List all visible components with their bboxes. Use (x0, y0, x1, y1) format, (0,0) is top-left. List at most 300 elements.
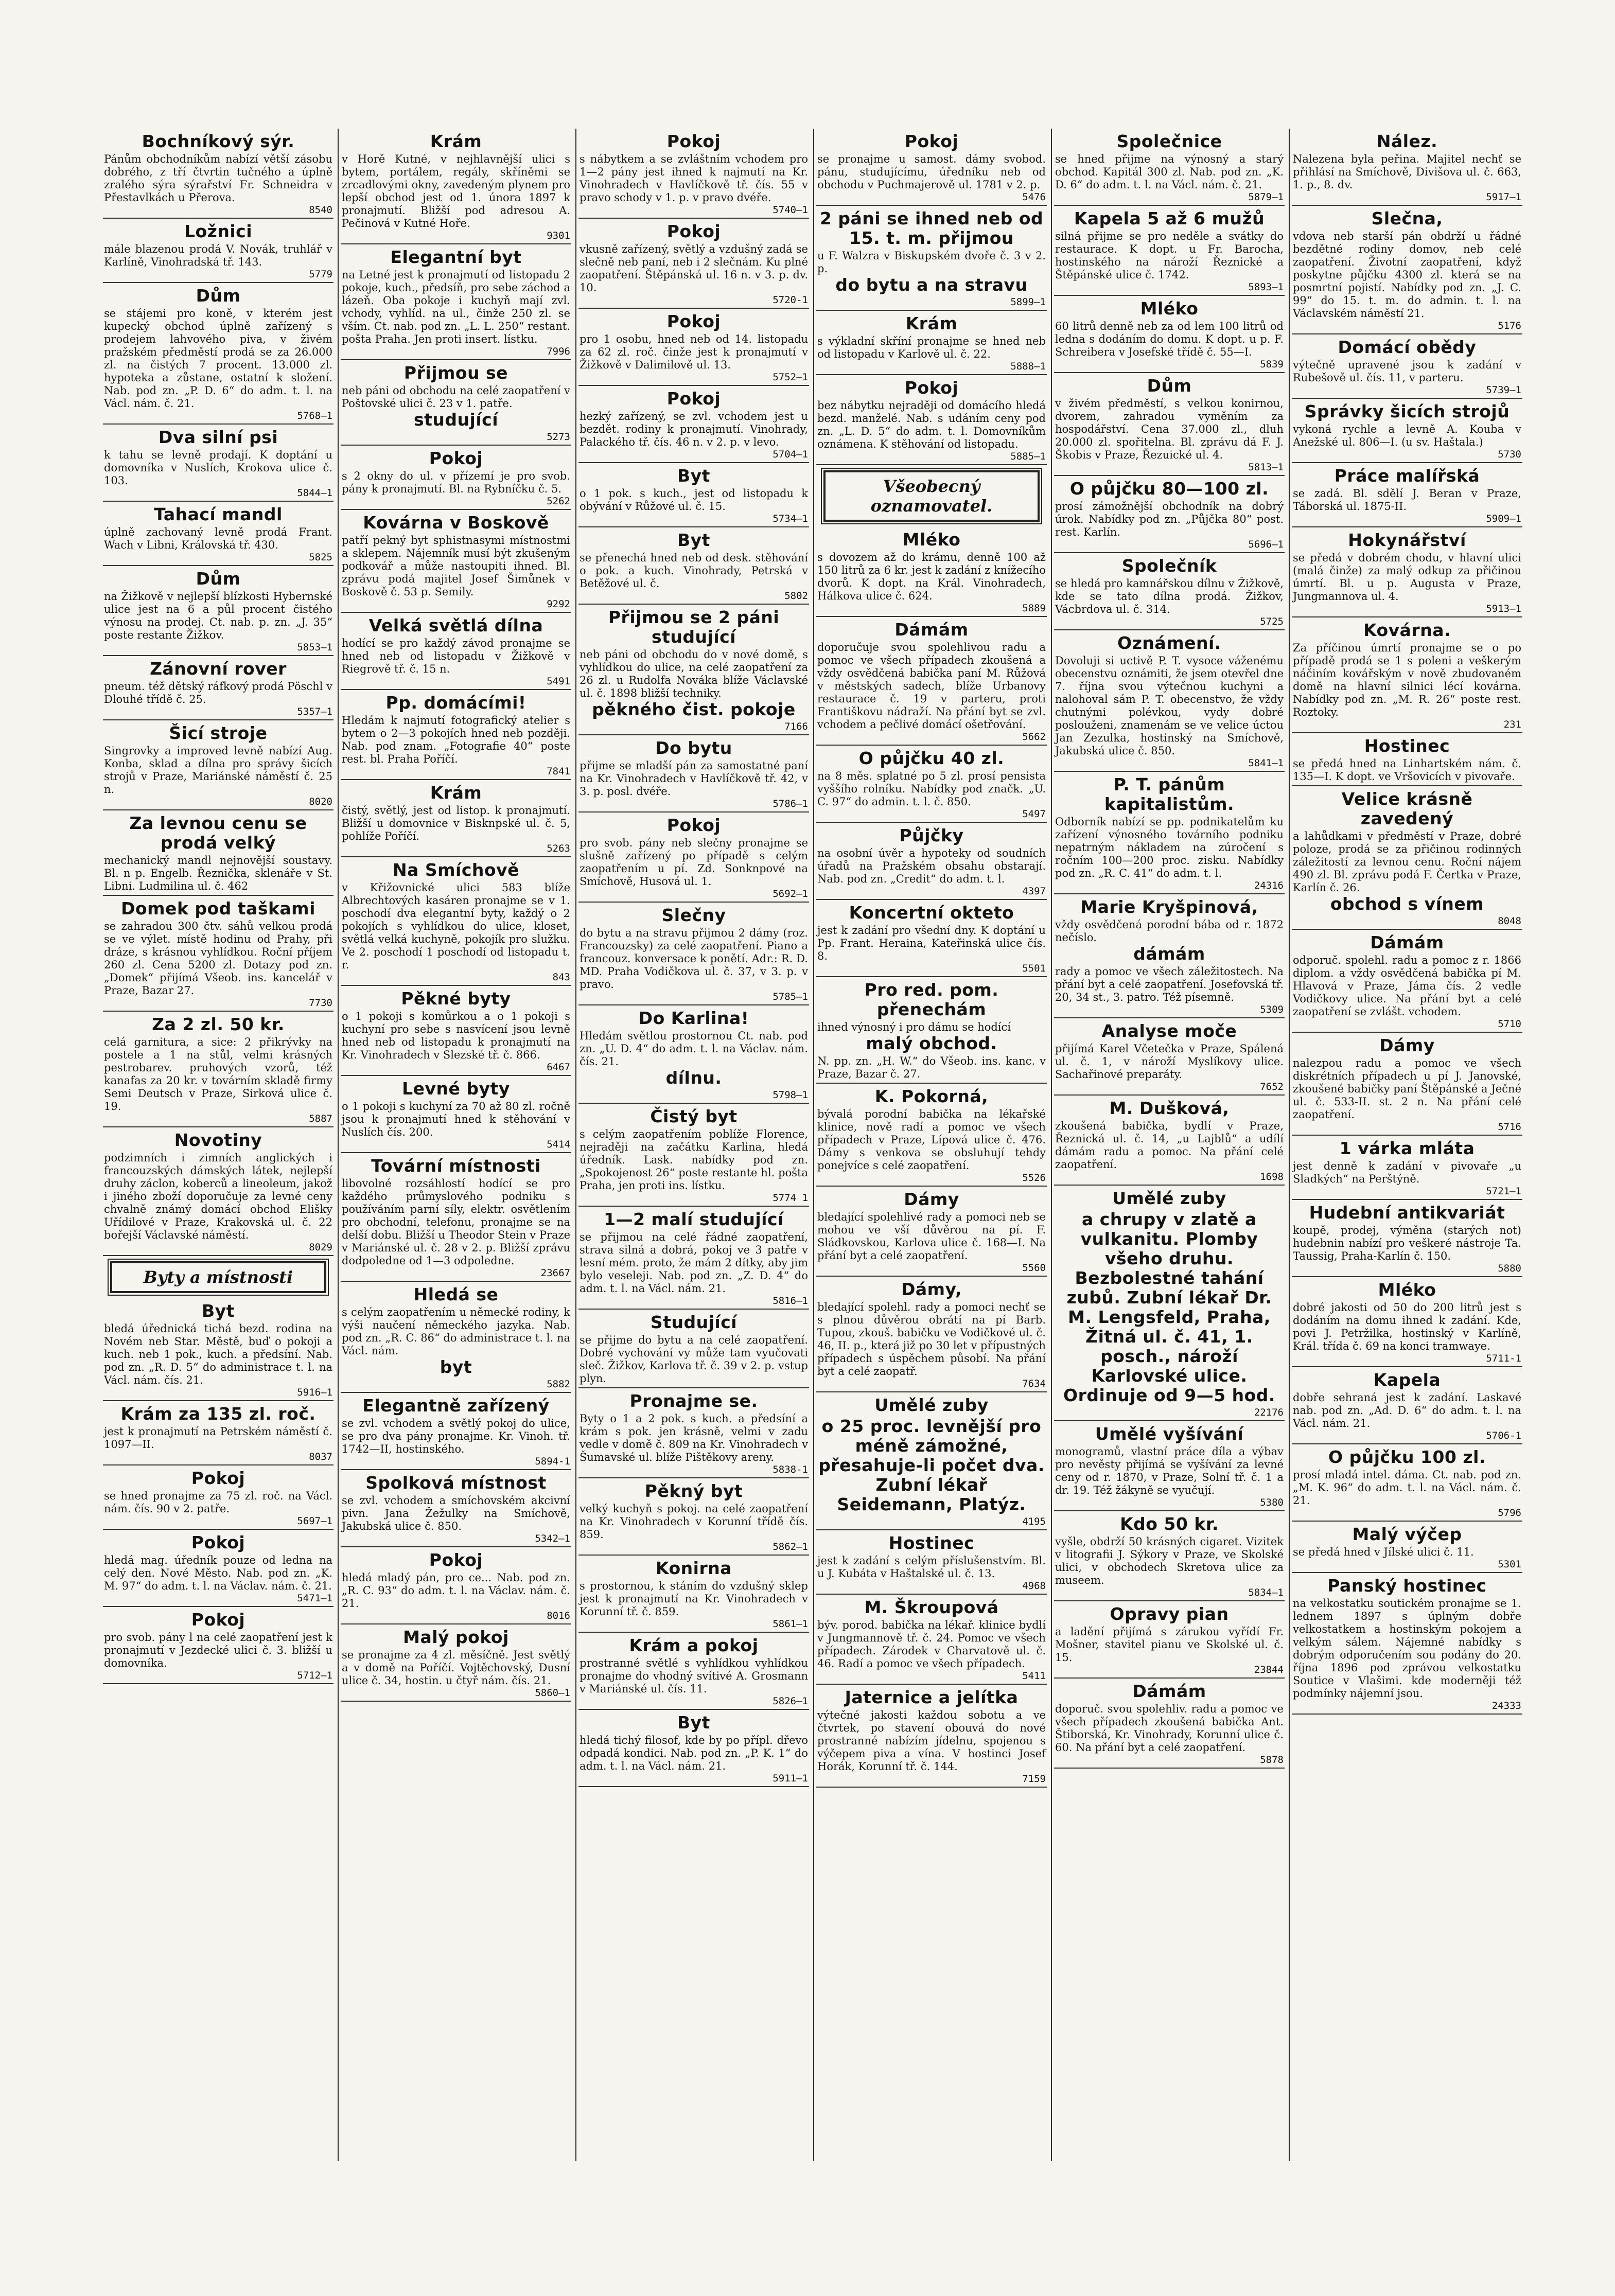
ad-number: 5909—1 (1486, 513, 1521, 524)
column-rule (338, 129, 339, 2161)
ad-body: Nalezena byla peřina. Majitel nechť se přihlásí na Smíchově, Divišova ul. č. 663, 1. p., 8. dv. (1293, 153, 1521, 191)
ad-number: 5301 (1498, 1559, 1521, 1570)
ad-number: 5887 (309, 1113, 332, 1124)
ad-heading: Zánovní rover (150, 659, 287, 679)
ad-heading: Bochníkový sýr. (142, 131, 295, 151)
ad-heading: 2 páni se ihned neb od 15. t. m. přijmou (819, 208, 1044, 248)
ad-body: s nábytkem a se zvláštním vchodem pro 1—2 pány jest ihned k najmutí na Kr. Vinohradech v Havlíčkově tř. čís. 55 v pravo schody v 1. p. v pravo dvéře. (580, 153, 808, 204)
ad-number: 7652 (1260, 1081, 1284, 1092)
ad-body: v živém předměstí, s velkou konirnou, dvorem, zahradou vyměním za hospodářství. Cena 37.000 zl., dluh 20.000 zl. spořitelna. Bl. zprávu dá F. J. Škobis v Praze, Řezuické ul. 4. (1055, 397, 1284, 461)
ad-number: 5662 (1022, 731, 1046, 743)
ad-body: vždy osvědčená porodní bába od r. 1872 nečíslo. (1055, 919, 1284, 944)
ad-heading: Tahací mandl (154, 504, 283, 524)
classified-ad (1054, 206, 1285, 296)
classified-ad (341, 1076, 571, 1153)
classified-ad (1054, 373, 1285, 476)
classified-ad (816, 375, 1047, 465)
ad-body: o 1 pokoji s komůrkou a o 1 pokoji s kuchyní pro sebe s nasvícení jsou levně hned neb od listopadu k pronajmutí na Kr. Vinohradech v Slezské tř. č. 866. (342, 1010, 570, 1061)
ad-body: na osobní úvěr a hypoteky od soudních úřadů na Pražském obsahu obstarají. Nab. pod zn. „Credit“ do adm. t. l. (817, 847, 1046, 885)
ad-number: 5273 (547, 431, 570, 443)
ad-number: 5740—1 (773, 204, 808, 216)
ad-heading: Malý výčep (1352, 1524, 1462, 1544)
ad-number: 5916—1 (297, 1387, 332, 1398)
ad-number: 5816—1 (773, 1295, 808, 1306)
ad-heading: Kapela 5 až 6 mužů (1074, 208, 1265, 228)
ad-body: čistý, světlý, jest od listop. k pronajmutí. Bližší u domovnice v Bisknpské ul. č. 5, pohlíže Poříčí. (342, 804, 570, 842)
ad-number: 5899—1 (1010, 296, 1046, 308)
ad-body: mále blazenou prodá V. Novák, truhlář v Karlíně, Vinohradská tř. 143. (104, 243, 332, 268)
ad-heading: Dámy (904, 1189, 959, 1209)
column-rule (575, 129, 576, 2161)
ad-heading: Dámám (894, 620, 969, 640)
classified-ad (1292, 1136, 1522, 1200)
classified-ad (578, 605, 809, 735)
ad-number: 5813—1 (1248, 462, 1284, 473)
ad-number: 23667 (540, 1267, 570, 1279)
ad-heading: Pokoj (904, 131, 959, 151)
ad-number: 5786—1 (773, 798, 808, 809)
classified-ad (1292, 527, 1522, 617)
ad-body: bývalá porodní babička na lékařské klinice, nově radí a pomoc ve všech případech v Praze, Lípová ulice č. 476. Dámy s venkova se obsluhují tehdy ponejvíce s celé zaopatření. (817, 1108, 1046, 1172)
classified-ad (1292, 463, 1522, 527)
classified-ad (578, 1207, 809, 1310)
ad-number: 5309 (1260, 1004, 1284, 1015)
column-6 (1292, 129, 1522, 2161)
ad-number: 5885—1 (1010, 451, 1046, 462)
classified-ad (341, 446, 571, 510)
ad-body: s prostornou, k stáním do vzdušný sklep jest k pronajmutí na Kr. Vinohradech v Korunní tř. č. 859. (580, 1580, 808, 1618)
ad-number: 7634 (1022, 1378, 1046, 1389)
ad-heading: Pokoj (429, 1550, 483, 1570)
ad-heading: Na Smíchově (393, 860, 519, 880)
ad-body: v Horě Kutné, v nejhlavnější ulici s bytem, portálem, regály, skříněmi se zrcadlovými okny, zavedeným plynem pro lepší obchod jest od 1. února 1897 k pronajmutí. Bližší pod adresou A. Pečinová v Kutné Hoře. (342, 153, 570, 229)
classified-ad (103, 1530, 333, 1607)
ad-body: dobře sehraná jest k zadání. Laskavé nab. pod zn. „Ad. D. 6“ do adm. t. l. na Václ. nám. 21. (1293, 1391, 1521, 1429)
ad-body: vdova neb starší pán obdrží u řádné bezdětné rodiny domov, neb celé zaopatření. Životní zaopatření, když poskytne půjčku 4300 zl. která se na posmrtní pojistí. Nabídky pod zn. „J. C. 99“ do 15. t. m. do admin. t. l. na Václavském náměstí 21. (1293, 230, 1521, 320)
ad-heading: Velice krásně zavedený (1341, 789, 1473, 828)
ad-subheading: malý obchod. (866, 1033, 997, 1053)
ad-body: s celým zaopatřením poblíže Florence, nejraději na začátku Karlina, hledá úředník. Lask. nabídky pod zn. „Spokojenost 26“ poste restante hl. pošta Praha, jen proti ins. lístku. (580, 1128, 808, 1192)
ad-heading: Pěkný byt (644, 1481, 743, 1501)
ad-body: výtečně upravené jsou k zadání v Rubešově ul. čís. 11, v parteru. (1293, 359, 1521, 384)
ad-body: pneum. též dětský ráfkový prodá Pöschl v Dlouhé třídě č. 25. (104, 680, 332, 705)
ad-body: jest denně k zadání v pivovaře „u Sladkých“ na Perštýně. (1293, 1160, 1521, 1185)
ad-number: 5560 (1022, 1262, 1046, 1274)
ad-heading: Pokoj (666, 388, 721, 409)
ad-number: 8020 (309, 796, 332, 807)
ad-body: doporučuje svou spolehlivou radu a pomoc ve všech případech zkoušená a vždy osvědčená babička paní M. Růžová v městských sadech, blíže Urbanovy restaurace č. 19 v parteru, proti Františkovu nádraží. Na přání byt se zvl. vchodem a pečlivé domácí ošetřování. (817, 641, 1046, 731)
ad-heading: Práce malířská (1334, 466, 1480, 486)
ad-heading: Dámám (1370, 932, 1444, 952)
ad-heading: Pronajme se. (629, 1391, 758, 1411)
ad-number: 5501 (1022, 963, 1046, 974)
classified-ad (1292, 786, 1522, 930)
classified-ad (103, 1298, 333, 1401)
ad-number: 5497 (1022, 808, 1046, 820)
ad-body: se předá hned v Jílské ulici č. 11. (1293, 1546, 1474, 1558)
classified-ad (103, 810, 333, 896)
ad-heading: Pokoj (191, 1468, 245, 1488)
ad-body: vyšle, obdrží 50 krásných cigaret. Vizitek v litografii J. Sýkory v Praze, ve Skolské ulici, v obchodech Skretova ulice za museem. (1055, 1535, 1284, 1586)
classified-ad (578, 1556, 809, 1633)
ad-body: s 2 okny do ul. v přízemí je pro svob. pány k pronajmutí. Bl. na Rybníčku č. 5. (342, 470, 570, 495)
classified-ad (816, 311, 1047, 375)
ad-number: 5414 (547, 1139, 570, 1150)
ad-heading: Pěkné byty (401, 988, 511, 1009)
ad-body: hledá mag. úředník pouze od ledna na celý den. Nové Město. Nab. pod zn. „K. M. 97“ do adm. t. l. na Václav. nám. č. 21. (104, 1554, 332, 1592)
classified-ad (103, 896, 333, 1012)
ad-body: bez nábytku nejraději od domácího hledá bezd. manželé. Nab. s udáním ceny pod zn. „L. D. 5“ do adm. t. l. Domovníkům oznámena. K stěhování od listopadu. (817, 399, 1046, 450)
classified-ad (341, 1153, 571, 1282)
ad-number: 843 (552, 972, 570, 983)
ad-heading: Kdo 50 kr. (1120, 1514, 1219, 1534)
classified-ad (1054, 1601, 1285, 1679)
ad-body: rady a pomoc ve všech záležitostech. Na přání byt a celé zaopatření. Josefovská tř. 20, 34 st., 3. patro. Též písemně. (1055, 965, 1284, 1003)
ad-heading: Dámy (1379, 1035, 1435, 1055)
ad-body: se hned pronajme za 75 zl. roč. na Václ. nám. čís. 90 v 2. patře. (104, 1490, 332, 1515)
ad-heading: Za 2 zl. 50 kr. (152, 1014, 285, 1034)
ad-number: 5720-1 (773, 294, 808, 306)
ad-heading: Pokoj (666, 221, 721, 241)
ad-heading: Malý pokoj (403, 1627, 509, 1647)
ad-heading: Dámy, (901, 1279, 962, 1299)
ad-subheading: pěkného čist. pokoje (592, 699, 796, 719)
ad-heading: Studující (650, 1312, 738, 1332)
ad-number: 5779 (309, 269, 332, 280)
classified-ad (816, 746, 1047, 823)
classified-ad (578, 219, 809, 309)
ad-heading: Krám (905, 313, 958, 333)
ad-heading: Opravy pian (1110, 1604, 1229, 1624)
ad-body: podzimních i zimních anglických i francouzských dámských látek, nejlepší druhy záclon, koberců a lineoleum, jakož i jiného zboží doporučuje za levné ceny chvalně známý domácí obchod Elišky Uřídilové v Praze, Krakovská ul. č. 22 bořejší Václavské náměstí. (104, 1152, 332, 1241)
ad-subheading: a chrupy v zlatě a vulkanitu. Plomby všeho druhu. Bezbolestné tahání zubů. Zubní lékař Dr. M. Lengsfeld, Praha, Žitná ul. č. 41, 1. posch., nároží Karlovské ulice. Ordinuje od 9—5 hod. (1063, 1209, 1275, 1405)
ad-number: 5825 (309, 552, 332, 563)
classified-ad (1054, 1421, 1285, 1511)
classified-ad (816, 1685, 1047, 1788)
classified-ad (341, 986, 571, 1076)
ad-heading: Přijmou se 2 páni studující (608, 607, 780, 647)
ad-number: 5826—1 (773, 1695, 808, 1707)
ad-body: silná přijme se pro neděle a svátky do restaurace. K dopt. u Fr. Barocha, hostinského na nároží Řeznické a Štěpánské ulice č. 1742. (1055, 230, 1284, 281)
ad-number: 8540 (309, 204, 332, 216)
ad-number: 5739—1 (1486, 384, 1521, 396)
ad-number: 5491 (547, 676, 570, 687)
ad-heading: Pokoj (191, 1610, 245, 1630)
ad-body: doporuč. svou spolehliv. radu a pomoc ve všech případech zkoušená babička Ant. Štiborská, Kr. Vinohrady, Korunní ulice č. 60. Na přání byt a celé zaopatření. (1055, 1703, 1284, 1754)
ad-subheading: studující (413, 410, 499, 430)
ad-number: 23844 (1254, 1664, 1284, 1675)
classified-ad (341, 1282, 571, 1393)
ad-body: Hledám k najmutí fotografický atelier s bytem o 2—3 pokojích hned neb později. Nab. pod znam. „Fotografie 40“ poste rest. bl. Praha Poříčí. (342, 714, 570, 765)
ad-body: prosí mladá intel. dáma. Ct. nab. pod zn. „M. K. 96“ do adm. t. l. na Václ. nám. č. 21. (1293, 1469, 1521, 1507)
ad-heading: Umělé vyšívání (1095, 1424, 1244, 1444)
ad-heading: Marie Kryšpinová, (1080, 897, 1258, 917)
ad-heading: Konirna (655, 1558, 732, 1578)
classified-ad (578, 735, 809, 813)
ad-number: 5752—1 (773, 372, 808, 383)
classified-ad (1292, 617, 1522, 733)
classified-ad (1292, 733, 1522, 786)
ad-heading: Společnice (1116, 131, 1222, 151)
ad-number: 5894-1 (535, 1456, 570, 1467)
classified-ad (1054, 476, 1285, 553)
ad-heading: 1—2 malí studující (604, 1209, 784, 1229)
ad-number: 5734—1 (773, 513, 808, 524)
ad-number: 5342—1 (535, 1533, 570, 1544)
ad-number: 9301 (547, 230, 570, 241)
ad-heading: Mléko (1378, 1280, 1436, 1300)
ad-number: 7730 (309, 997, 332, 1009)
classified-ad (1054, 1096, 1285, 1186)
ad-number: 5889 (1022, 603, 1046, 614)
ad-number: 5879—1 (1248, 191, 1284, 203)
ad-body: přijme se mladší pán za samostatné paní na Kr. Vinohradech v Havlíčkově tř. 42, v 3. p. posl. dvéře. (580, 760, 808, 798)
ad-body: celá garnitura, a sice: 2 přikrývky na postele a 1 na stůl, velmi krásných pestrobarev. pruhových vzorů, též kanafas za 20 kr. v továrním skladě firmy Semi Deutsch v Praze, Sirková ulice č. 19. (104, 1036, 332, 1112)
ad-heading: Za levnou cenu se prodá velký (129, 813, 307, 853)
ad-heading: Slečna, (1371, 208, 1443, 228)
ad-number: 5860—1 (535, 1687, 570, 1699)
ad-body: se hned přijme na výnosný a starý obchod. Kapitál 300 zl. Nab. pod zn. „K. D. 6“ do adm. t. l. na Václ. nám. č. 21. (1055, 153, 1284, 191)
ad-number: 5692—1 (773, 888, 808, 899)
section-banner: Byty a místnosti (110, 1261, 326, 1293)
classified-ad (816, 1530, 1047, 1595)
ad-number: 6467 (547, 1062, 570, 1073)
ad-body: se předá hned na Linhartském nám. č. 135—I. K dopt. ve Vršovicích v pivovaře. (1293, 757, 1521, 783)
ad-number: 1698 (1260, 1171, 1284, 1182)
ad-body: hledá mladý pán, pro ce... Nab. pod zn. „R. C. 93“ do adm. t. l. na Václav. nám. č. 21. (342, 1571, 570, 1610)
ad-heading: Pokoj (666, 815, 721, 835)
ad-body: Pánům obchodníkům nabízí větší zásobu dobrého, z tří čtvrtin tučného a úplně zralého sýra sýrařství Fr. Schneidra v Přestavlkách u Přerova. (104, 153, 332, 204)
column-rule (1289, 129, 1290, 2161)
ad-body: a lahůdkami v předměstí v Praze, dobré poloze, prodá se za přičinou rodinných záležitostí za levnou cenu. Roční nájem 490 zl. Bl. zprávu podá F. Čertka v Praze, Karlín č. 26. (1293, 830, 1521, 894)
ad-body: prosí zámožnější obchodník na dobrý úrok. Nabídky pod zn. „Půjčka 80“ post. rest. Karlín. (1055, 500, 1284, 538)
classified-ad (578, 309, 809, 386)
ad-body: zkoušená babička, bydlí v Praze, Řeznická ul. č. 14, „u Lajblů“ a udílí dámám radu a pomoc. Na přání celé zaopatření. (1055, 1120, 1284, 1171)
ad-heading: Domácí obědy (1338, 337, 1477, 357)
ad-heading: Analyse moče (1101, 1021, 1237, 1041)
classified-ad (1292, 1522, 1522, 1573)
classified-ad (578, 903, 809, 1005)
ad-body: bledá úřednická tichá bezd. rodina na Novém neb Star. Městě, buď o pokoji a kuch. neb 1 pok., kuch. a předsíní. Nab. pod zn. „R. D. 5“ do administrace t. l. na Václ. nám. čís. 21. (104, 1322, 332, 1386)
ad-subheading: dámám (1133, 944, 1205, 964)
classified-ad (103, 1465, 333, 1530)
section-banner: Všeobecný oznamovatel. (823, 470, 1040, 522)
ad-number: 5411 (1022, 1670, 1046, 1682)
ad-body: se přijme do bytu a na celé zaopatření. Dobré vychování vy může tam vyučovati sleč. Žižkov, Karlova tř. č. 39 v 2. p. vstup plyn. (580, 1334, 808, 1385)
ad-number: 4195 (1022, 1516, 1046, 1527)
ad-number: 22176 (1254, 1407, 1284, 1418)
ad-body: se pronajme u samost. dámy svobod. pánu, studujícímu, úředníku neb od obchodu v Puchmajerově ul. 1781 v 2. p. (817, 153, 1046, 191)
ad-heading: O půjčku 100 zl. (1328, 1447, 1486, 1467)
ad-body: se zvl. vchodem a světlý pokoj do ulice, se pro dva pány pronajme. Kr. Vinoh. tř. 1742—II, hostinského. (342, 1417, 570, 1455)
ad-heading: Dva silní psi (158, 427, 278, 447)
ad-body: vkusně zařízený, světlý a vzdušný zadá se slečně neb paní, neb i 2 slečnám. Ku plné zaopatření. Štěpánská ul. 16 n. v 3. p. dv. 10. (580, 243, 808, 294)
ad-number: 5711-1 (1486, 1353, 1521, 1364)
ad-heading: Správky šicích strojů (1304, 401, 1510, 421)
ad-body: odporuč. spolehl. radu a pomoc z r. 1866 diplom. a vždy osvědčená babička pí M. Hlavová v Praze, Jáma čís. 2 vedle Vodičkovy ulice. Na přání byt a celé zaopatření se zvlášt. vchodem. (1293, 954, 1521, 1018)
ad-heading: Půjčky (899, 825, 964, 845)
ad-heading: Umělé zuby (874, 1395, 989, 1415)
ad-body: na velkostatku soutickém pronajme se 1. lednem 1897 s úplným dobře velkostatkem a hostinským pokojem a velkým sálem. Nájemné nabídky s dobrým odporučením sou podány do 20. října 1896 pod zprávou velkostatku Soutice v Vlašimi. kde moderněji též podmínky nájemní jsou. (1293, 1597, 1521, 1700)
ad-heading: Mléko (902, 529, 961, 550)
column-4 (816, 129, 1047, 2161)
classified-ad (816, 129, 1047, 206)
ad-heading: Byt (677, 466, 710, 486)
ad-number: 5471—1 (297, 1593, 332, 1604)
ad-body: na Žižkově v nejlepší blízkosti Hybernské ulice jest na 6 a půl procent čistého výnosu na prodej. Ct. nab. p. zn. „J. 35“ poste restante Žižkov. (104, 590, 332, 641)
ad-body: býv. porod. babička na lékař. klinice bydlí v Jungmannově tř. č. 24. Pomoc ve všech případech. Zárodek v Charvatově ul. č. 46. Radí a pomoc ve všech případech. (817, 1619, 1046, 1670)
ad-heading: Pro red. pom. přenechám (864, 980, 999, 1019)
ad-heading: O půjčku 80—100 zl. (1069, 479, 1269, 499)
classified-ad (341, 1470, 571, 1547)
classified-ad (1292, 1200, 1522, 1277)
ad-body: se pronajme za 4 zl. měsíčně. Jest světlý a v domě na Poříčí. Vojtěchovský, Dusní ulice č. 34, hostin. u čtyř nám. čís. 21. (342, 1649, 570, 1687)
classified-ad (341, 360, 571, 446)
classified-ad (816, 1084, 1047, 1187)
ad-body: N. pp. zn. „H. W.“ do Všeob. ins. kanc. v Praze, Bazar č. 27. (817, 1055, 1046, 1080)
ad-body: bledající spolehlivé rady a pomoci neb se mohou ve vší důvěrou na pí. F. Sládkovskou, Karlova ulice č. 168—I. Na přání byt a celé zaopatření. (817, 1211, 1046, 1262)
ad-heading: Přijmou se (403, 363, 508, 383)
ad-heading: Společník (1121, 556, 1217, 576)
ad-body: nalezpou radu a pomoc ve všech diskrétních případech u pí J. Janovské, zkoušené babičky paní Štěpánské a Ječné ul. č. 533-II. st. 2 n. Na přání celé zaopatření. (1293, 1057, 1521, 1121)
ad-number: 5526 (1022, 1172, 1046, 1184)
ad-number: 5888—1 (1010, 361, 1046, 372)
ad-subheading: obchod s vínem (1330, 894, 1484, 914)
ad-number: 5882 (547, 1379, 570, 1390)
ad-body: koupě, prodej, výměna (starých not) hudebnin nabízí pro veškeré nástroje Ta. Taussig, Praha-Karlín č. 150. (1293, 1224, 1521, 1262)
classified-ad (1292, 1444, 1522, 1522)
ad-number: 5785—1 (773, 991, 808, 1002)
ad-body: se zadá. Bl. sdělí J. Beran v Praze, Táborská ul. 1875-II. (1293, 487, 1521, 513)
ad-number: 5917—1 (1486, 191, 1521, 203)
classified-ad (1054, 772, 1285, 894)
classified-ad (341, 780, 571, 857)
classified-ad (816, 1595, 1047, 1685)
classified-ad (103, 283, 333, 425)
ad-heading: Novotiny (174, 1130, 262, 1150)
ad-number: 5696—1 (1248, 539, 1284, 550)
ad-body: 60 litrů denně neb za od lem 100 litrů od ledna s dodáním do domu. K dopt. u p. F. Schreibera v Josefské třídě č. 55—I. (1055, 320, 1284, 358)
ad-body: se přijmou na celé řádné zaopatření, strava silná a dobrá, pokoj ve 3 patře v lesní mém. proto, že mám 2 dítky, aby jim bylo veseleji. Nab. pod zn. „Z. D. 4“ do adm. t. l. na Václ. nám. 21. (580, 1231, 808, 1295)
classified-ad (816, 617, 1047, 746)
ad-number: 5893—1 (1248, 281, 1284, 293)
ad-heading: Umělé zuby (1112, 1188, 1226, 1208)
ad-heading: M. Dušková, (1109, 1098, 1230, 1118)
ad-body: se zahradou 300 čtv. sáhů velkou prodá se ve výlet. místě hodinu od Prahy, při dráze, s krásnou vyhlídkou. Roční příjem 260 zl. Cena 5200 zl. Dotazy pod zn. „Domek“ přijímá Všeob. ins. kancelář v Praze, Bazar 27. (104, 920, 332, 997)
ad-heading: M. Škroupová (864, 1597, 999, 1617)
ad-body: se hledá pro kamnářskou dílnu v Žižkově, kde se tato dílna prodá. Žižkov, Vácbrdova ul. č. 314. (1055, 577, 1284, 615)
classified-ad (816, 1277, 1047, 1392)
ad-body: o 1 pok. s kuch., jest od listopadu k obývání v Růžové ul. č. 15. (580, 487, 808, 513)
ad-body: o 1 pokoji s kuchyní za 70 až 80 zl. ročně jsou k pronajmutí hned k stěhování v Nuslích čís. 200. (342, 1100, 570, 1138)
ad-number: 7166 (784, 721, 808, 732)
classified-ad (1292, 1033, 1522, 1136)
classified-ad (816, 823, 1047, 900)
classified-ad (103, 1401, 333, 1465)
ad-number: 5862—1 (773, 1541, 808, 1552)
classified-ad (1054, 296, 1285, 373)
classified-ad (341, 129, 571, 244)
ad-heading: Byt (202, 1301, 235, 1321)
classified-ad (578, 1710, 809, 1787)
classified-ad (1054, 1018, 1285, 1096)
ad-heading: Hokynářství (1348, 530, 1466, 550)
classified-ad (1292, 399, 1522, 463)
column-2 (341, 129, 571, 2161)
classified-ad (103, 219, 333, 283)
classified-ad (1292, 1573, 1522, 1715)
ad-body: výtečné jakosti každou sobotu a ve čtvrtek, po stavení obouvá do nové prostranné nabízím jídelnu, spojenou s výčepem piva a vína. V hostinci Josef Horák, Korunní tř. č. 144. (817, 1709, 1046, 1773)
classified-ad (816, 206, 1047, 311)
ad-body: prostranné světlé s vyhlídkou vyhlídkou pronajme do vhodný svítivé A. Grosmann v Mariánské ul. čís. 11. (580, 1657, 808, 1695)
classified-ad (578, 813, 809, 903)
classified-ad (578, 1005, 809, 1104)
ad-number: 5861—1 (773, 1618, 808, 1630)
ad-body: hodící se pro každý závod pronajme se hned neb od listopadu v Žižkově v Riegrově tř. č. 15 n. (342, 637, 570, 675)
ad-number: 5262 (547, 496, 570, 507)
ad-body: libovolné rozsáhlostí hodící se pro každého průmyslového podniku s používáním parní síly, elektr. osvětlením pro obchodní, telefonu, pronajme se na delší dobu. Bližší u Theodor Stein v Praze v Mariánské ul. č. 28 v 2. p. Bližší zprávu dodpoledne od 1—3 odpoledne. (342, 1177, 570, 1267)
ad-number: 5774 1 (773, 1192, 808, 1204)
ad-heading: Elegantně zařízený (362, 1396, 550, 1416)
ad-body: vykoná rychle a levně A. Kouba v Anežské ul. 806—I. (u sv. Haštala.) (1293, 423, 1521, 448)
ad-heading: Hostinec (1364, 736, 1450, 756)
ad-body: do bytu a na stravu přijmou 2 dámy (roz. Francouzsky) za celé zaopatření. Piano a francouz. konversace k ponětí. Adr.: R. D. MD. Praha Vodičkova ul. č. 37, v 3. p. v pravo. (580, 927, 808, 991)
ad-number: 5712—1 (297, 1670, 332, 1681)
newspaper-page (103, 129, 1523, 2161)
classified-ad (341, 1547, 571, 1624)
ad-body: pro svob. pány l na celé zaopatření jest k pronajmutí v Jezdecké ulici č. 3. bližší u domovníka. (104, 1631, 332, 1669)
ad-body: Hledám světlou prostornou Ct. nab. pod zn. „U. D. 4“ do adm. t. l. na Václav. nám. čís. 21. (580, 1030, 808, 1068)
ad-body: se předá v dobrém chodu, v hlavní ulici (malá činže) za malý odkup za přičinou úmrtí. Bl. u p. Augusta v Praze, Jungmannova ul. 4. (1293, 552, 1521, 603)
ad-heading: Byt (677, 530, 710, 550)
ad-body: pro 1 osobu, hned neb od 14. listopadu za 62 zl. roč. činže jest k pronajmutí v Žižkově v Dalimilově ul. 13. (580, 333, 808, 371)
column-rule (813, 129, 814, 2161)
ad-number: 5911—1 (773, 1773, 808, 1784)
ad-heading: Dámám (1132, 1681, 1206, 1701)
ad-body: jest k zadání s celým příslušenstvím. Bl. u J. Kubáta v Haštalské ul. č. 13. (817, 1555, 1046, 1580)
ad-heading: Hudební antikvariát (1309, 1203, 1505, 1223)
ad-body: Za příčinou úmrtí pronajme se o po případě prodá se 1 s poleni a veškerým náčiním kovářským v nově zbudovaném domě na hlavní silnici lécí kovárna. Nabídky pod zn. „M. R. 26“ poste rest. Roztoky. (1293, 642, 1521, 718)
ad-body: na Letné jest k pronajmutí od listopadu 2 pokoje, kuch., předsíň, pro sebe záchod a lázeň. Oba pokoje i kuchyň mají zvl. vchody, vyhlíd. na ul., činže 250 zl. se vším. Ct. nab. pod zn. „L. L. 250“ restant. pošta Praha. Jen proti insert. lístku. (342, 269, 570, 345)
classified-ad (1292, 334, 1522, 399)
classified-ad (341, 1624, 571, 1702)
ad-number: 5476 (1022, 191, 1046, 203)
classified-ad (341, 244, 571, 360)
ad-heading: Jaternice a jelítka (845, 1687, 1019, 1707)
ad-subheading: dílnu. (665, 1068, 722, 1088)
classified-ad (816, 977, 1047, 1084)
ad-number: 5839 (1260, 359, 1284, 370)
ad-number: 5802 (784, 590, 808, 602)
classified-ad (816, 900, 1047, 977)
ad-subheading: byt (440, 1357, 472, 1377)
ad-body: pro svob. pány neb slečny pronajme se slušně zařízený po případě s celým zaopatřením u pí. Zd. Sonknpové na Smíchově, Husová ul. 1. (580, 837, 808, 888)
ad-body: ihned výnosný i pro dámu se hodící (817, 1021, 1011, 1033)
ad-number: 5716 (1498, 1121, 1521, 1133)
ad-number: 5704—1 (773, 449, 808, 460)
ad-number: 8029 (309, 1242, 332, 1253)
classified-ad (578, 463, 809, 527)
ad-heading: Slečny (661, 905, 726, 925)
ad-number: 5380 (1260, 1497, 1284, 1508)
classified-ad (103, 502, 333, 566)
classified-ad (341, 857, 571, 986)
ad-number: 5263 (547, 843, 570, 854)
ad-body: v Křižovnické ulici 583 blíže Albrechtových kasáren pronajme se v 1. poschodí dva elegantní byty, každý o 2 pokojích s vyhlídkou do ulice, kloset, světlá velká kuchyně, pokojík pro služku. Ve 2. poschodí 1 poschodí od listopadu t. r. (342, 881, 570, 971)
ad-number: 5730 (1498, 449, 1521, 460)
classified-ad (103, 129, 333, 219)
ad-subheading: o 25 proc. levnější pro méně zámožné, přesahuje-li počet dva. Zubní lékař Seidemann, Platýz. (818, 1416, 1045, 1514)
